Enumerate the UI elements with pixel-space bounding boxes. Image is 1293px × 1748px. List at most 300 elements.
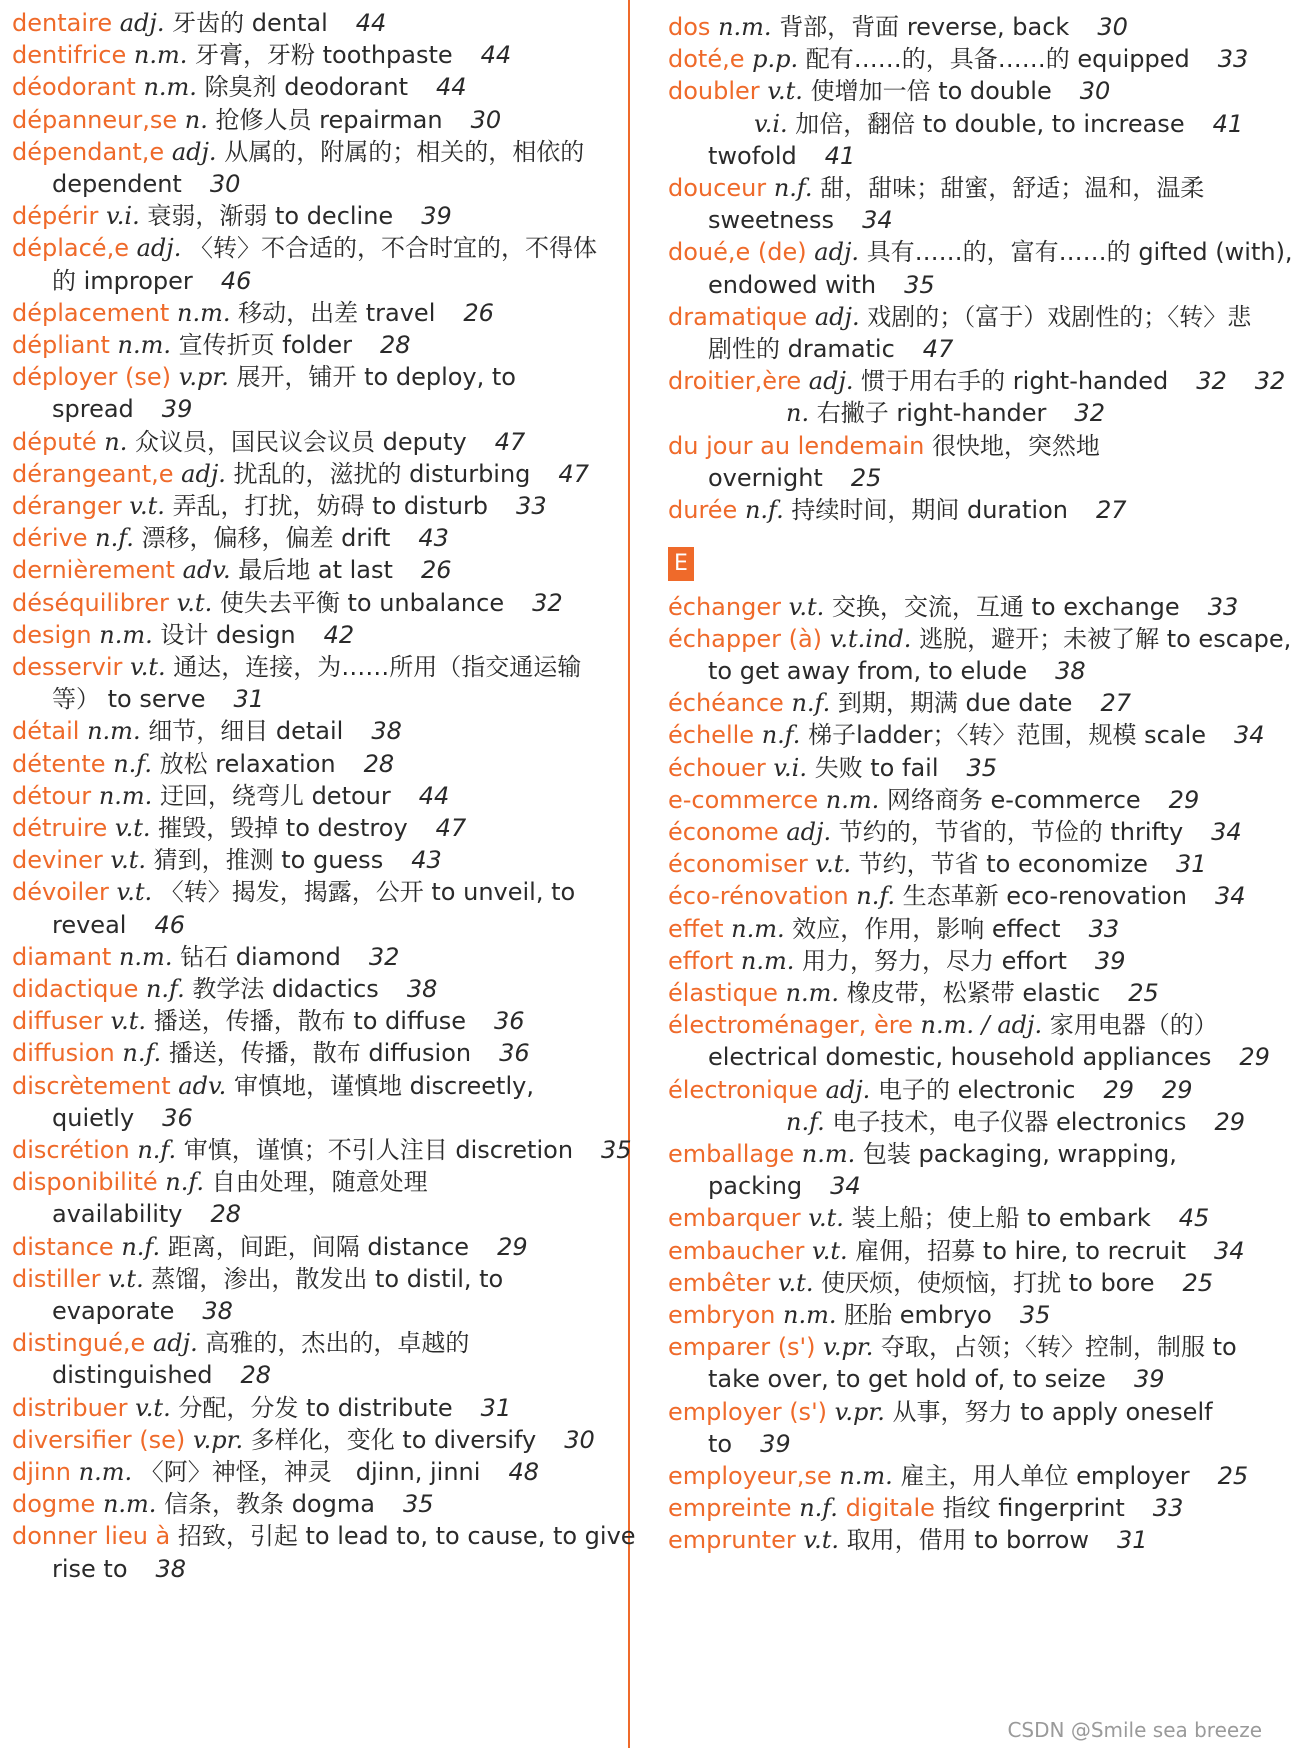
entry-line (12, 72, 622, 102)
entry-line (12, 1296, 622, 1326)
entry-headword: distance (12, 1232, 114, 1261)
column-divider (628, 0, 630, 1748)
entry-headword: dépérir (12, 202, 99, 231)
entry-page: 35 (1019, 1301, 1051, 1329)
entry-line (668, 1268, 1268, 1298)
entry-line (668, 1525, 1268, 1555)
entry-definition: 装上船；使上船 to embark (851, 1204, 1151, 1233)
entry-definition: spread (52, 395, 134, 424)
entry-page: 33 (1207, 592, 1239, 621)
entry-line (12, 974, 622, 1004)
entry-definition: 最后地 at last (238, 556, 393, 585)
entry-pos: v.t. (116, 878, 153, 907)
entry-pos: n.f. (856, 882, 896, 911)
entry-headword: déséquilibrer (12, 588, 169, 617)
entry-headword: dévoiler (12, 878, 109, 907)
entry-page: 32 (1254, 367, 1286, 396)
entry-line (12, 1489, 622, 1519)
entry-definition: 审慎，谨慎；不引人注目 discretion (183, 1136, 574, 1164)
entry-headword: emballage (668, 1140, 795, 1168)
entry-line (12, 491, 622, 521)
entry-line (668, 141, 1268, 171)
entry-headword: détour (12, 781, 92, 810)
entry-headword: e-commerce (668, 785, 819, 814)
entry-page: 30 (564, 1425, 595, 1454)
entry-pos: n.m. (731, 914, 785, 943)
entry-headword: distingué,e (12, 1329, 146, 1358)
entry-page: 38 (406, 975, 438, 1003)
entry-headword: djinn (12, 1458, 71, 1486)
entry-line (668, 753, 1268, 783)
entry-headword: diffusion (12, 1039, 115, 1068)
entry-line (12, 459, 622, 489)
entry-definition: 指纹 fingerprint (942, 1494, 1125, 1523)
entry-line (12, 266, 622, 296)
entry-pos: n.f. (744, 496, 784, 524)
entry-definition: to get away from, to elude (708, 657, 1028, 685)
entry-pos: n.m. (143, 73, 197, 102)
entry-definition: dependent (52, 170, 182, 198)
entry-headword: du jour au lendemain (668, 431, 925, 460)
entry-line (668, 76, 1268, 106)
entry-headword: dentaire (12, 9, 113, 37)
entry-pos: v.i. (754, 109, 788, 138)
entry-pos: v.t. (130, 653, 166, 681)
entry-line (668, 173, 1268, 203)
entry-page: 46 (220, 266, 252, 295)
entry-pos: n.m. (78, 1458, 133, 1486)
entry-pos: v.t. (108, 1264, 144, 1293)
entry-headword: dogme (12, 1490, 96, 1519)
entry-line (12, 1264, 622, 1294)
entry-page: 28 (379, 331, 411, 359)
entry-headword: distiller (12, 1264, 101, 1293)
entry-pos: v.pr. (823, 1333, 874, 1362)
entry-page: 29 (1162, 1075, 1193, 1104)
entry-pos: n.f. (799, 1494, 838, 1523)
entry-page: 25 (850, 463, 882, 492)
entry-page: 46 (154, 910, 185, 939)
entry-definition: 迂回，绕弯儿 detour (159, 781, 391, 810)
entry-page: 47 (435, 814, 467, 842)
entry-line (668, 1300, 1268, 1330)
entry-definition: packing (708, 1172, 803, 1201)
entry-headword: employeur,se (668, 1462, 832, 1490)
entry-page: 28 (210, 1200, 242, 1229)
entry-line (668, 270, 1268, 300)
entry-line (668, 12, 1268, 42)
entry-pos: n.m. (801, 1140, 856, 1168)
entry-definition: 播送，传播，散布 diffusion (168, 1039, 472, 1068)
entry-line (12, 1425, 622, 1455)
entry-pos: n.m. (99, 620, 153, 649)
entry-pos: adv. (182, 556, 231, 585)
entry-page: 30 (1079, 77, 1111, 106)
entry-definition: 橡皮带，松紧带 elastic (846, 979, 1101, 1007)
entry-page: 32 (1074, 399, 1105, 428)
entry-line (668, 881, 1268, 911)
entry-definition: 播送，传播，散布 to diffuse (153, 1007, 466, 1036)
entry-pos: v.t. (803, 1526, 839, 1555)
entry-line (668, 495, 1268, 525)
entry-definition: 蒸馏，渗出，散发出 to distil, to (151, 1264, 504, 1293)
entry-pos: n.f. (786, 1107, 825, 1136)
entry-definition: twofold (708, 141, 797, 170)
entry-definition: 自由处理，随意处理 (211, 1168, 428, 1197)
entry-line (12, 1457, 622, 1487)
entry-pos: n.m. (782, 1301, 837, 1329)
entry-definition: 雇佣，招募 to hire, to recruit (855, 1236, 1187, 1265)
entry-pos: n.f. (165, 1168, 205, 1197)
entry-headword: dramatique (668, 302, 808, 331)
entry-line (12, 652, 622, 682)
entry-page: 44 (355, 9, 387, 37)
entry-definition: 取用，借用 to borrow (846, 1526, 1089, 1555)
entry-pos: n.m. / adj. (920, 1011, 1043, 1040)
entry-page: 31 (480, 1393, 512, 1422)
entry-definition: 高雅的，杰出的，卓越的 (205, 1329, 470, 1358)
entry-headword: économe (668, 818, 779, 846)
entry-definition: 生态革新 eco-renovation (902, 882, 1187, 911)
entry-line (668, 1075, 1268, 1105)
entry-definition: 〈转〉不合适的，不合时宜的，不得体 (189, 234, 597, 263)
entry-page: 39 (1094, 946, 1126, 975)
entry-pos: adj. (119, 9, 165, 37)
entry-page: 32 (1196, 367, 1227, 396)
entry-definition: 梯子ladder；〈转〉范围，规模 scale (808, 721, 1207, 750)
entry-line (12, 1103, 622, 1133)
entry-page: 33 (1088, 914, 1120, 943)
entry-headword: donner lieu à (12, 1522, 171, 1551)
entry-definition: 宣传折页 folder (178, 331, 352, 359)
entry-line (12, 523, 622, 553)
entry-headword: effort (668, 946, 734, 975)
entry-line (12, 942, 622, 972)
entry-page: 43 (418, 524, 449, 553)
entry-definition: 摧毁，毁掉 to destroy (158, 814, 408, 842)
entry-pos: v.pr. (834, 1397, 885, 1426)
entry-line (668, 656, 1268, 686)
entry-page: 47 (494, 427, 526, 456)
watermark: CSDN @Smile sea breeze (1007, 1718, 1262, 1742)
entry-line (12, 555, 622, 585)
entry-line (12, 1038, 622, 1068)
entry-pos: n.m. (740, 946, 795, 975)
entry-headword: emparer (s') (668, 1333, 816, 1362)
entry-headword: déodorant (12, 73, 136, 102)
entry-page: 47 (922, 335, 954, 363)
entry-line (668, 624, 1292, 654)
section-letter: E (668, 547, 694, 581)
entry-definition: 胚胎 embryo (844, 1301, 992, 1329)
entry-headword: déplacé,e (12, 234, 129, 263)
entry-page: 35 (402, 1490, 434, 1519)
entry-pos: n.f. (122, 1039, 162, 1068)
entry-definition: 电子的 electronic (877, 1075, 1076, 1104)
entry-headword: embarquer (668, 1204, 801, 1233)
entry-line (668, 334, 1268, 364)
entry-headword: discrétion (12, 1136, 130, 1164)
entry-definition: overnight (708, 463, 823, 492)
entry-page: 25 (1128, 979, 1159, 1007)
entry-headword: dépanneur,se (12, 105, 178, 134)
entry-pos: n.m. (785, 979, 840, 1007)
entry-page: 28 (363, 749, 395, 778)
entry-pos: v.t. (110, 1007, 147, 1036)
entry-line (668, 1236, 1268, 1266)
entry-page: 29 (1168, 785, 1200, 814)
entry-pos: adj. (181, 459, 226, 488)
entry-definition: 惯于用右手的 right-handed (861, 367, 1169, 396)
entry-headword: dépliant (12, 331, 110, 359)
entry-headword: diamant (12, 942, 112, 971)
entry-headword: dernièrement (12, 556, 175, 585)
entry-page: 38 (202, 1297, 233, 1325)
entry-line (668, 366, 1286, 396)
entry-pos: adj. (136, 234, 182, 263)
entry-page: 39 (760, 1429, 791, 1458)
entry-pos: v.t. (777, 1268, 814, 1297)
entry-page: 38 (155, 1554, 187, 1583)
entry-line (668, 44, 1268, 74)
entry-pos: v.i. (106, 202, 140, 231)
entry-definition: 距离，间距，间隔 distance (167, 1232, 470, 1261)
entry-definition: 〈转〉揭发，揭露，公开 to unveil, to (159, 878, 576, 907)
entry-headword: disponibilité (12, 1168, 158, 1197)
entry-pos: n.m. (118, 942, 173, 971)
entry-headword: électronique (668, 1075, 818, 1104)
entry-pos: v.t. (808, 1204, 844, 1233)
entry-page: 41 (1212, 109, 1244, 138)
entry-headword: employer (s') (668, 1397, 828, 1426)
entry-line (12, 910, 622, 940)
entry-headword: dentifrice (12, 41, 127, 70)
entry-page: 35 (904, 270, 935, 299)
entry-page: 31 (1175, 850, 1207, 879)
entry-line (12, 813, 622, 843)
entry-pos: n.m. (117, 331, 172, 359)
entry-page: 39 (161, 395, 193, 424)
entry-page: 25 (1217, 1462, 1249, 1490)
entry-pos: n.f. (145, 975, 185, 1003)
entry-headword: embaucher (668, 1236, 805, 1265)
entry-page: 34 (1214, 1236, 1245, 1265)
entry-line (668, 237, 1293, 267)
entry-headword: dérangeant,e (12, 459, 174, 488)
entry-page: 33 (1152, 1494, 1184, 1523)
entry-headword: déranger (12, 492, 122, 520)
entry-pos: n.m. (825, 785, 880, 814)
entry-headword: embêter (668, 1268, 771, 1297)
entry-headword: échelle (668, 721, 755, 750)
entry-line (12, 330, 622, 360)
entry-definition: 移动，出差 travel (238, 298, 436, 327)
entry-line (668, 431, 1268, 461)
entry-definition: 抢修人员 repairman (215, 105, 443, 134)
entry-page: 47 (558, 459, 589, 488)
entry-definition: 剧性的 dramatic (708, 335, 895, 363)
entry-headword: échanger (668, 592, 781, 621)
entry-definition: 到期，期满 due date (837, 689, 1073, 718)
entry-line (12, 40, 622, 70)
entry-page: 33 (1217, 45, 1249, 74)
entry-definition: 甜，甜味；甜蜜，舒适；温和，温柔 (820, 174, 1205, 202)
entry-line (668, 1042, 1268, 1072)
entry-definition: 的 improper (52, 266, 193, 295)
entry-headword: déployer (se) (12, 363, 172, 392)
entry-headword: durée (668, 496, 738, 524)
entry-line (12, 845, 622, 875)
entry-definition: 节约，节省 to economize (858, 850, 1148, 879)
entry-page: 31 (1117, 1526, 1148, 1555)
entry-line (12, 1328, 622, 1358)
entry-headword: député (12, 427, 97, 456)
entry-headword: électroménager, ère (668, 1011, 913, 1040)
entry-pos: n.f. (137, 1136, 177, 1164)
entry-definition: 家用电器（的） (1049, 1011, 1218, 1040)
entry-definition: 漂移，偏移，偏差 drift (141, 524, 391, 553)
entry-definition: 展开，铺开 to deploy, to (236, 363, 516, 392)
entry-headword: élastique (668, 979, 778, 1007)
entry-line (668, 1171, 1268, 1201)
entry-line (12, 588, 622, 618)
entry-page: 38 (1055, 657, 1086, 685)
entry-definition: 失败 to fail (814, 753, 939, 782)
entry-line (12, 716, 622, 746)
entry-page: 34 (1211, 818, 1242, 846)
entry-line (668, 1461, 1268, 1491)
entry-line (668, 463, 1268, 493)
entry-headword: déplacement (12, 298, 170, 327)
entry-line (12, 749, 622, 779)
entry-line (668, 1139, 1268, 1169)
entry-line (12, 1554, 622, 1584)
entry-line (12, 1071, 622, 1101)
entry-pos: adj. (171, 137, 217, 166)
entry-line (12, 427, 622, 457)
entry-definition: 交换，交流，互通 to exchange (831, 592, 1180, 621)
entry-page: 30 (1097, 13, 1128, 41)
entry-line (12, 137, 622, 167)
entry-definition: 背部，背面 reverse, back (779, 13, 1070, 41)
entry-pos: v.t. (135, 1393, 171, 1422)
entry-headword: empreinte (668, 1494, 792, 1523)
entry-definition: 猜到，推测 to guess (153, 846, 384, 875)
entry-pos: n. (104, 427, 128, 456)
entry-line (668, 688, 1268, 718)
entry-line (668, 1493, 1268, 1523)
entry-page: 29 (1103, 1075, 1135, 1104)
entry-line (668, 398, 1268, 428)
entry-page: 36 (162, 1103, 193, 1132)
entry-definition: 〈阿〉神怪，神灵 djinn, jinni (139, 1458, 481, 1486)
entry-definition: 网络商务 e-commerce (886, 785, 1141, 814)
entry-page: 26 (463, 298, 494, 327)
entry-line (668, 914, 1268, 944)
entry-page: 45 (1178, 1204, 1210, 1233)
entry-headword: distribuer (12, 1393, 128, 1422)
entry-headword: desservir (12, 653, 123, 681)
entry-definition: 配有……的，具备……的 equipped (805, 45, 1190, 74)
entry-definition: 招致，引起 to lead to, to cause, to give (177, 1522, 636, 1551)
entry-page: 29 (1214, 1107, 1245, 1136)
entry-headword: éco-rénovation (668, 882, 849, 911)
entry-line (12, 394, 622, 424)
entry-pos: adj. (825, 1075, 871, 1104)
entry-pos: n.m. (87, 717, 141, 746)
entry-pos: v.pr. (192, 1425, 244, 1454)
entry-line (12, 620, 622, 650)
entry-definition: 具有……的，富有……的 gifted (with), (866, 238, 1293, 267)
entry-definition: 雇主，用人单位 employer (900, 1462, 1190, 1490)
entry-line (12, 105, 622, 135)
entry-line (12, 1006, 622, 1036)
entry-definition: 逃脱，避开；未被了解 to escape, (919, 624, 1292, 653)
entry-line (12, 169, 622, 199)
entry-line (12, 1199, 622, 1229)
entry-headword: didactique (12, 975, 139, 1003)
entry-page: 28 (240, 1361, 272, 1390)
entry-definition: 使失去平衡 to unbalance (219, 588, 505, 617)
entry-definition: 审慎地，谨慎地 discreetly, (233, 1071, 534, 1100)
entry-definition: 钻石 diamond (180, 942, 341, 971)
entry-page: 33 (516, 492, 547, 520)
entry-definition: 使增加一倍 to double (810, 77, 1052, 106)
entry-line (668, 1332, 1268, 1362)
entry-line (668, 1107, 1268, 1137)
entry-line (12, 1232, 622, 1262)
entry-definition: 电子技术，电子仪器 electronics (832, 1107, 1187, 1136)
entry-headword: doté,e (668, 45, 745, 74)
entry-definition: 从属的，附属的；相关的，相依的 (224, 137, 585, 166)
entry-pos: n.m. (718, 13, 772, 41)
entry-pos: v.t. (815, 850, 851, 879)
entry-page: 27 (1095, 496, 1127, 524)
entry-page: 32 (368, 942, 400, 971)
entry-line (12, 362, 622, 392)
entry-headword-cont: digitale (845, 1494, 935, 1523)
entry-page: 36 (493, 1007, 525, 1036)
entry-page: 36 (499, 1039, 530, 1068)
entry-pos: n.m. (133, 41, 188, 70)
entry-pos: n.f. (761, 721, 801, 750)
entry-page: 29 (1239, 1043, 1270, 1072)
entry-definition: distinguished (52, 1361, 213, 1390)
entry-headword: diffuser (12, 1007, 103, 1036)
entry-definition: 很快地，突然地 (931, 431, 1100, 460)
entry-definition: 使厌烦，使烦恼，打扰 to bore (821, 1268, 1155, 1297)
entry-definition: 扰乱的，滋扰的 disturbing (233, 459, 531, 488)
entry-definition: evaporate (52, 1297, 175, 1325)
entry-headword: échouer (668, 753, 766, 782)
entry-pos: adj. (814, 238, 860, 267)
entry-pos: n. (786, 399, 810, 428)
entry-line (668, 1397, 1268, 1427)
entry-headword: douceur (668, 174, 767, 202)
entry-definition: 加倍，翻倍 to double, to increase (795, 109, 1185, 138)
entry-pos: n.f. (121, 1232, 161, 1261)
entry-pos: n.m. (98, 781, 153, 810)
entry-definition: 牙齿的 dental (172, 9, 328, 37)
entry-definition: 牙膏，牙粉 toothpaste (195, 41, 453, 70)
entry-pos: v.t. (129, 492, 165, 520)
entry-line (12, 201, 622, 231)
entry-definition: 夺取，占领；〈转〉控制，制服 to (880, 1333, 1237, 1362)
entry-page: 29 (497, 1232, 528, 1261)
entry-line (12, 877, 622, 907)
entry-headword: design (12, 620, 92, 649)
entry-line (668, 302, 1268, 332)
